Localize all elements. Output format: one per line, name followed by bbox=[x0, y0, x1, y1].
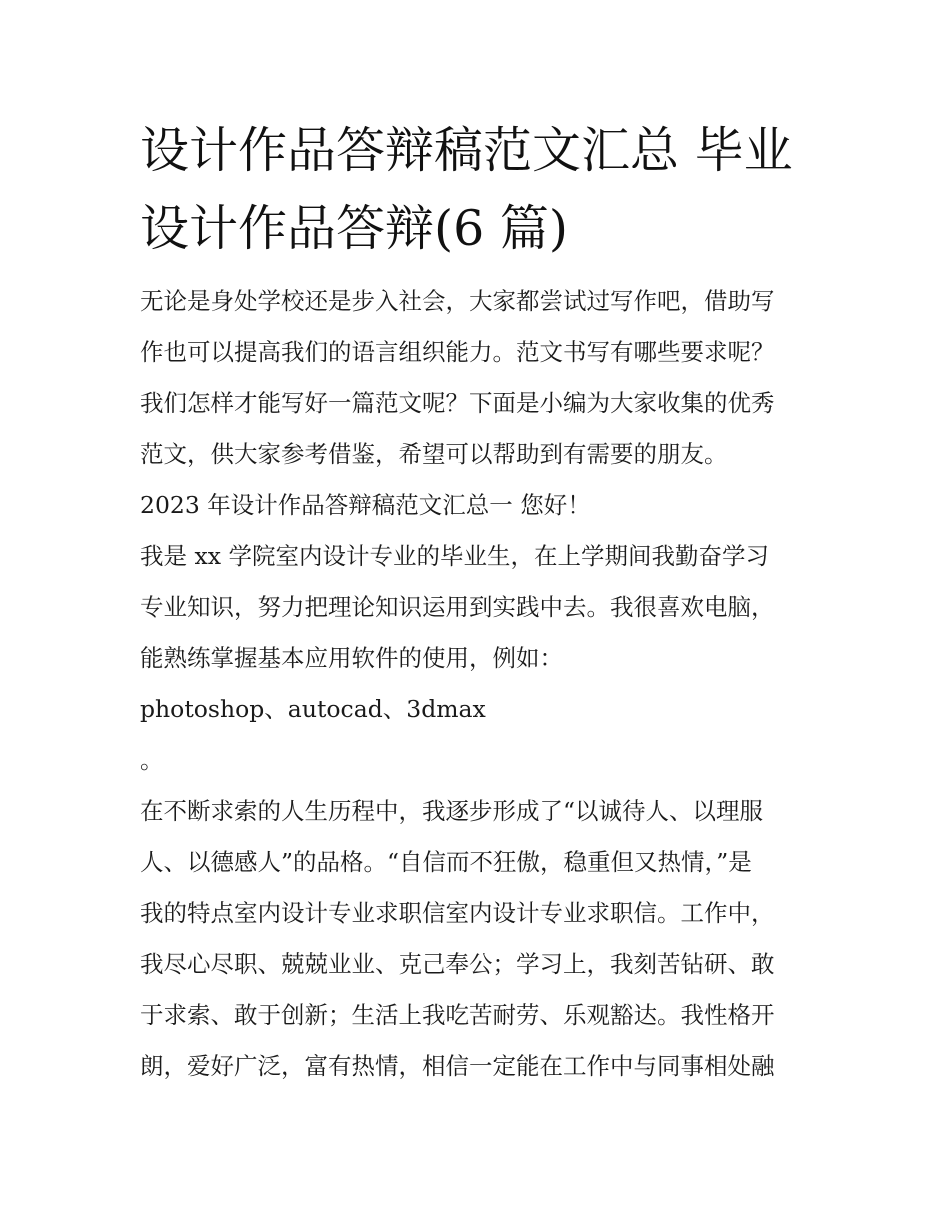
document-body bbox=[140, 276, 820, 1092]
body-line: 无论是身处学校还是步入社会，大家都尝试过写作吧，借助写 bbox=[140, 287, 775, 315]
body-line: 我们怎样才能写好一篇范文呢？下面是小编为大家收集的优秀 bbox=[140, 389, 775, 417]
punctuation-line: 。 bbox=[140, 746, 164, 774]
body-line: 在不断求索的人生历程中，我逐步形成了“以诚待人、以理服 bbox=[140, 797, 764, 825]
section-heading-line: 2023 年设计作品答辩稿范文汇总一 您好！ bbox=[140, 491, 591, 519]
body-line: 能熟练掌握基本应用软件的使用，例如： bbox=[140, 644, 563, 672]
body-line: 我是 xx 学院室内设计专业的毕业生，在上学期间我勤奋学习 bbox=[140, 542, 769, 570]
title-line-2: 设计作品答辩(6 篇) bbox=[140, 200, 568, 257]
body-line: 范文，供大家参考借鉴，希望可以帮助到有需要的朋友。 bbox=[140, 440, 728, 468]
body-line: 我尽心尽职、兢兢业业、克己奉公；学习上，我刻苦钻研、敢 bbox=[140, 950, 775, 978]
software-list-line: photoshop、autocad、3dmax bbox=[140, 695, 486, 723]
body-line: 于求索、敢于创新；生活上我吃苦耐劳、乐观豁达。我性格开 bbox=[140, 1001, 775, 1029]
body-line: 朗，爱好广泛，富有热情，相信一定能在工作中与同事相处融 bbox=[140, 1052, 775, 1080]
body-line: 人、以德感人”的品格。“自信而不狂傲，稳重但又热情，”是 bbox=[140, 848, 752, 876]
body-line: 我的特点室内设计专业求职信室内设计专业求职信。工作中， bbox=[140, 899, 775, 927]
title-line-1: 设计作品答辩稿范文汇总 毕业 bbox=[140, 122, 793, 179]
body-line: 专业知识，努力把理论知识运用到实践中去。我很喜欢电脑， bbox=[140, 593, 775, 621]
document-title bbox=[140, 112, 840, 268]
body-line: 作也可以提高我们的语言组织能力。范文书写有哪些要求呢？ bbox=[140, 338, 775, 366]
